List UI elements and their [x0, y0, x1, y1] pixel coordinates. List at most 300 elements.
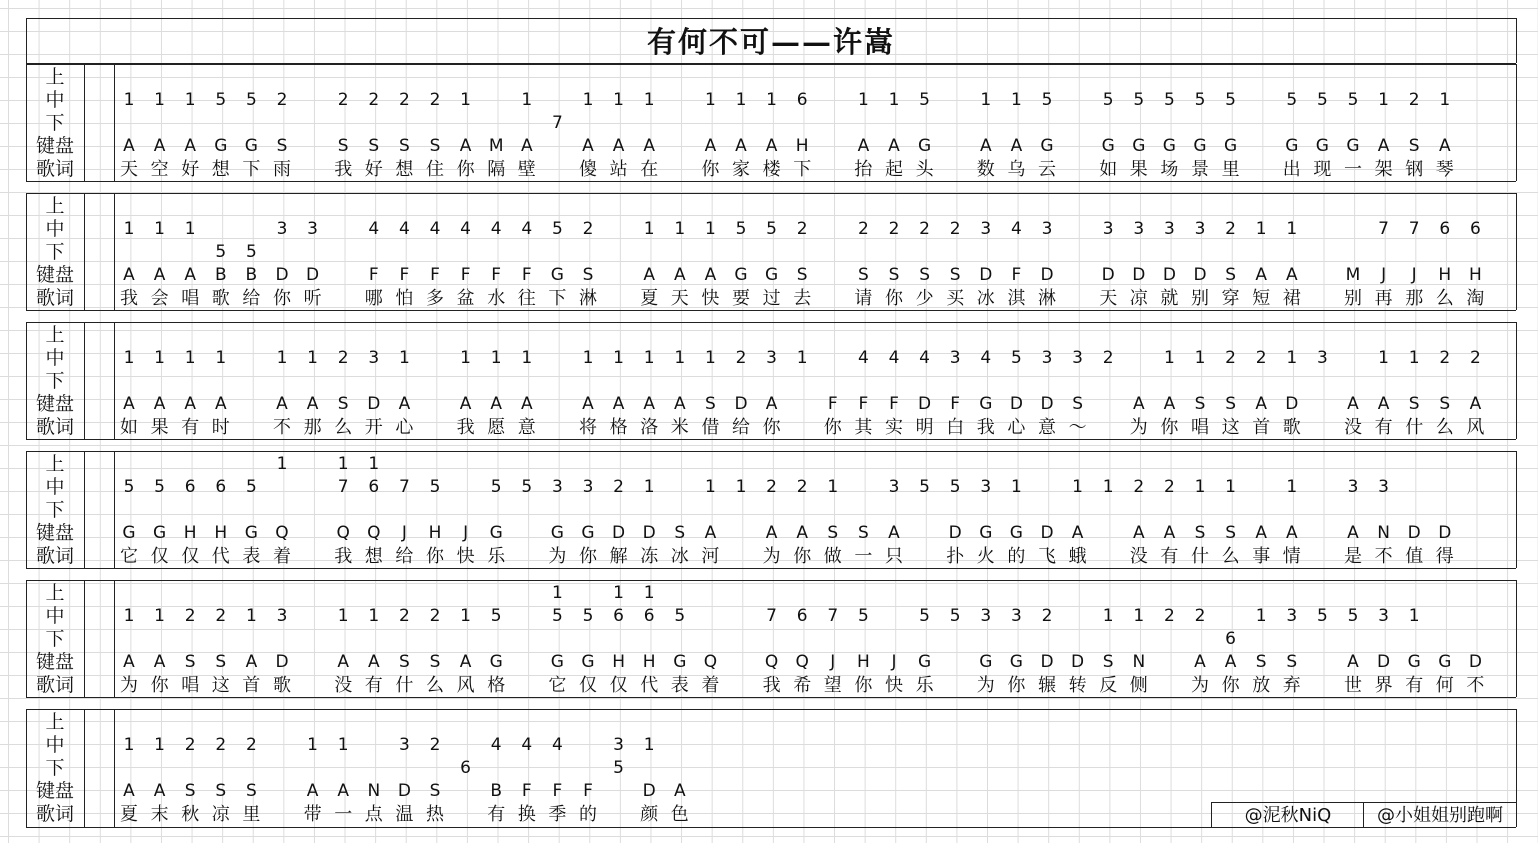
row-label: 下: [45, 241, 65, 263]
keyboard-key: A: [276, 394, 288, 414]
lyric-char: 色: [670, 804, 689, 825]
block-6-top-border: [26, 709, 1516, 710]
keyboard-key: D: [275, 265, 289, 285]
lyric-char: 你: [150, 675, 169, 696]
lyric-char: 你: [793, 546, 812, 567]
keyboard-key: N: [1132, 652, 1146, 672]
keyboard-key: S: [949, 265, 961, 285]
keyboard-key: S: [796, 265, 808, 285]
keyboard-key: D: [1193, 265, 1207, 285]
keyboard-key: A: [1255, 265, 1267, 285]
lyric-char: 淘: [1466, 288, 1485, 309]
keyboard-key: A: [306, 394, 319, 414]
middle-note: 2: [1225, 348, 1236, 368]
block-5-label-divider: [84, 580, 85, 697]
lyric-char: 你: [426, 546, 444, 567]
middle-note: 1: [307, 348, 318, 368]
keyboard-key: F: [827, 394, 838, 414]
middle-note: 1: [154, 735, 165, 755]
keyboard-key: A: [1347, 523, 1359, 543]
credit-box-divider: [1363, 802, 1364, 827]
keyboard-key: S: [704, 394, 716, 414]
block-5-right-border: [1516, 580, 1517, 697]
keyboard-key: G: [1285, 136, 1299, 156]
lyric-char: 你: [1221, 675, 1240, 696]
keyboard-key: G: [765, 265, 779, 285]
keyboard-key: A: [1132, 394, 1145, 414]
middle-note: 5: [766, 219, 777, 239]
keyboard-key: A: [1377, 394, 1390, 414]
middle-note: 4: [521, 219, 533, 239]
lyric-char: 别: [1344, 288, 1362, 309]
lyric-char: 我: [120, 288, 138, 309]
middle-note: 1: [337, 735, 349, 755]
lyric-char: 要: [732, 288, 750, 309]
middle-note: 2: [429, 606, 441, 626]
middle-note: 6: [368, 477, 380, 497]
middle-note: 1: [1102, 477, 1114, 497]
keyboard-key: D: [979, 265, 993, 285]
block-2-right-border: [1516, 193, 1517, 310]
keyboard-key: H: [1468, 265, 1482, 285]
lyric-char: 首: [1252, 417, 1271, 438]
keyboard-key: A: [1377, 136, 1390, 156]
middle-note: 5: [919, 477, 930, 497]
middle-note: 5: [1102, 90, 1114, 110]
keyboard-key: F: [368, 265, 379, 285]
upper-note: 1: [643, 583, 655, 603]
keyboard-key: S: [245, 781, 257, 801]
keyboard-key: S: [1225, 394, 1236, 414]
lyric-char: 望: [823, 675, 842, 696]
keyboard-key: A: [123, 136, 135, 156]
middle-note: 2: [1133, 477, 1145, 497]
middle-note: 1: [154, 90, 165, 110]
middle-note: 5: [1286, 90, 1298, 110]
lyric-char: 快: [885, 675, 903, 696]
lyric-char: 唱: [1191, 417, 1209, 438]
middle-note: 2: [184, 735, 196, 755]
keyboard-key: J: [891, 652, 897, 672]
lyric-char: 里: [1221, 159, 1240, 180]
lyric-char: 心: [1007, 417, 1026, 438]
keyboard-key: A: [888, 136, 900, 156]
keyboard-key: F: [552, 781, 563, 801]
lyric-char: 场: [1160, 159, 1179, 180]
lower-note: 6: [1225, 629, 1236, 649]
middle-note: 2: [796, 219, 808, 239]
lyric-char: 情: [1282, 546, 1301, 567]
lyric-char: 温: [395, 804, 414, 825]
lyric-char: 下: [793, 159, 812, 180]
lyric-char: 夏: [120, 804, 138, 825]
middle-note: 1: [460, 606, 471, 626]
block-2-label-divider: [84, 193, 85, 310]
lower-note: 5: [613, 758, 624, 778]
row-label: 中: [45, 218, 65, 240]
keyboard-key: D: [642, 523, 656, 543]
keyboard-key: S: [398, 652, 410, 672]
middle-note: 3: [398, 735, 410, 755]
keyboard-key: A: [306, 781, 319, 801]
keyboard-key: A: [673, 394, 686, 414]
middle-note: 2: [613, 477, 624, 497]
lyric-char: 天: [670, 288, 689, 309]
middle-note: 2: [1163, 477, 1175, 497]
lyric-char: 你: [762, 417, 781, 438]
lyric-char: 风: [1466, 417, 1485, 438]
keyboard-key: A: [765, 394, 778, 414]
middle-note: 5: [1010, 348, 1022, 368]
lyric-char: 解: [609, 546, 628, 567]
keyboard-key: G: [153, 523, 167, 543]
middle-note: 7: [1378, 219, 1389, 239]
keyboard-key: S: [919, 265, 930, 285]
upper-note: 1: [368, 454, 380, 474]
lower-note: 5: [215, 242, 227, 262]
lyric-char: 下: [242, 159, 261, 180]
lyric-char: 为: [1129, 417, 1148, 438]
middle-note: 6: [613, 606, 624, 626]
middle-note: 1: [154, 348, 165, 368]
lyric-char: 裙: [1282, 288, 1301, 309]
middle-note: 3: [1163, 219, 1175, 239]
middle-note: 1: [521, 348, 533, 368]
lyric-char: 唱: [181, 288, 200, 309]
lyric-char: 实: [885, 417, 903, 438]
lyric-char: 它: [120, 546, 138, 567]
keyboard-key: G: [489, 523, 503, 543]
middle-note: 5: [490, 606, 502, 626]
keyboard-key: S: [1286, 652, 1298, 672]
lyric-char: 哪: [364, 288, 383, 309]
middle-note: 5: [490, 477, 502, 497]
lyric-char: 格: [609, 417, 628, 438]
lyric-char: 季: [548, 804, 567, 825]
lyric-char: 为: [1191, 675, 1209, 696]
lyric-char: 只: [885, 546, 903, 567]
keyboard-key: G: [979, 652, 993, 672]
lyric-char: 意: [517, 417, 536, 438]
keyboard-key: A: [123, 265, 135, 285]
middle-note: 1: [460, 90, 471, 110]
middle-note: 2: [919, 219, 930, 239]
middle-note: 6: [1469, 219, 1481, 239]
middle-note: 1: [888, 90, 900, 110]
lyric-char: 多: [426, 288, 444, 309]
middle-note: 1: [460, 348, 471, 368]
lyric-char: 世: [1344, 675, 1362, 696]
lyric-char: 什: [395, 675, 414, 696]
lyric-char: 想: [211, 159, 230, 180]
keyboard-key: A: [704, 523, 717, 543]
middle-note: 5: [1041, 90, 1053, 110]
keyboard-key: S: [582, 265, 594, 285]
lyric-char: 为: [976, 675, 995, 696]
lyric-char: 没: [334, 675, 353, 696]
keyboard-key: J: [401, 523, 407, 543]
row-label: 上: [45, 582, 65, 604]
keyboard-key: H: [795, 136, 809, 156]
lyric-char: 换: [517, 804, 536, 825]
keyboard-key: D: [397, 781, 411, 801]
lyric-char: 家: [732, 159, 750, 180]
keyboard-key: A: [459, 394, 472, 414]
middle-note: 1: [1010, 477, 1022, 497]
keyboard-key: G: [1009, 652, 1023, 672]
block-6-bottom-border: [26, 827, 1516, 828]
block-1-top-border: [26, 64, 1516, 65]
keyboard-key: A: [704, 265, 717, 285]
middle-note: 1: [613, 90, 624, 110]
lyric-char: 不: [1466, 675, 1485, 696]
keyboard-key: D: [918, 394, 932, 414]
lyric-char: 怕: [395, 288, 414, 309]
keyboard-key: D: [1162, 265, 1176, 285]
lyric-char: 唱: [181, 675, 200, 696]
lyric-char: 反: [1099, 675, 1118, 696]
middle-note: 5: [215, 90, 227, 110]
keyboard-key: S: [1102, 652, 1114, 672]
keyboard-key: F: [430, 265, 440, 285]
keyboard-key: D: [1071, 652, 1085, 672]
middle-note: 1: [1439, 90, 1451, 110]
keyboard-key: A: [673, 781, 686, 801]
middle-note: 7: [766, 606, 777, 626]
keyboard-key: A: [520, 394, 533, 414]
keyboard-key: H: [1438, 265, 1452, 285]
keyboard-key: G: [581, 652, 595, 672]
row-label: 歌词: [35, 416, 74, 438]
credit-2: @小姐姐别跑啊: [1377, 805, 1503, 826]
keyboard-key: A: [337, 652, 349, 672]
keyboard-key: A: [153, 394, 166, 414]
keyboard-key: A: [153, 136, 166, 156]
middle-note: 6: [796, 606, 808, 626]
middle-note: 1: [796, 348, 808, 368]
lyric-char: 云: [1038, 159, 1056, 180]
keyboard-key: S: [184, 652, 196, 672]
lyric-char: 在: [640, 159, 659, 180]
block-1-right-border: [1516, 64, 1517, 181]
keyboard-key: A: [796, 523, 808, 543]
keyboard-key: G: [550, 523, 564, 543]
keyboard-key: D: [1040, 265, 1054, 285]
middle-note: 1: [123, 90, 135, 110]
middle-note: 2: [215, 735, 227, 755]
keyboard-key: D: [1377, 652, 1391, 672]
keyboard-key: A: [153, 781, 166, 801]
block-5-bottom-border: [26, 697, 1516, 698]
lyric-char: 淋: [579, 288, 597, 309]
middle-note: 5: [1133, 90, 1145, 110]
keyboard-key: A: [704, 136, 717, 156]
keyboard-key: Q: [703, 652, 718, 672]
keyboard-key: H: [428, 523, 442, 543]
middle-note: 1: [123, 735, 135, 755]
keyboard-key: S: [1225, 523, 1236, 543]
keyboard-key: H: [642, 652, 656, 672]
middle-note: 1: [643, 219, 655, 239]
middle-note: 2: [949, 219, 961, 239]
keyboard-key: D: [734, 394, 748, 414]
keyboard-key: Q: [367, 523, 381, 543]
middle-note: 7: [398, 477, 410, 497]
middle-note: 4: [429, 219, 441, 239]
middle-note: 5: [857, 606, 869, 626]
keyboard-key: G: [1315, 136, 1329, 156]
keyboard-key: A: [520, 136, 533, 156]
middle-note: 5: [919, 606, 930, 626]
lyric-char: 给: [242, 288, 261, 309]
middle-note: 5: [245, 477, 257, 497]
keyboard-key: G: [1101, 136, 1115, 156]
block-4-top-border: [26, 451, 1516, 452]
row-label: 键盘: [35, 393, 74, 415]
lyric-char: 米: [670, 417, 689, 438]
middle-note: 1: [1225, 477, 1236, 497]
lyric-char: 有: [181, 417, 200, 438]
keyboard-key: A: [857, 136, 870, 156]
keyboard-key: B: [490, 781, 503, 801]
middle-note: 3: [1378, 606, 1389, 626]
keyboard-key: A: [582, 394, 594, 414]
lyric-char: 火: [976, 546, 995, 567]
lyric-char: 乌: [1007, 159, 1026, 180]
keyboard-key: H: [856, 652, 870, 672]
keyboard-key: A: [1255, 523, 1267, 543]
middle-note: 4: [521, 735, 533, 755]
middle-note: 2: [735, 348, 747, 368]
middle-note: 2: [582, 219, 594, 239]
lyric-char: 快: [456, 546, 475, 567]
keyboard-key: D: [306, 265, 320, 285]
middle-note: 5: [429, 477, 441, 497]
keyboard-key: G: [1040, 136, 1054, 156]
keyboard-key: S: [215, 781, 227, 801]
keyboard-key: D: [275, 652, 289, 672]
lyric-char: 凉: [1129, 288, 1148, 309]
block-4-label-divider: [84, 451, 85, 568]
middle-note: 1: [643, 90, 655, 110]
middle-note: 3: [980, 477, 992, 497]
keyboard-key: S: [1072, 394, 1083, 414]
lyric-char: 为: [762, 546, 781, 567]
middle-note: 3: [1041, 348, 1053, 368]
lyric-char: 明: [915, 417, 934, 438]
lyric-char: 雨: [273, 159, 291, 180]
keyboard-key: J: [1381, 265, 1387, 285]
lyric-char: 钢: [1405, 159, 1424, 180]
middle-note: 1: [1255, 219, 1267, 239]
lyric-char: 它: [548, 675, 567, 696]
lyric-char: 穿: [1221, 288, 1240, 309]
keyboard-key: G: [979, 523, 993, 543]
lyric-char: 凉: [211, 804, 230, 825]
keyboard-key: A: [1163, 394, 1176, 414]
middle-note: 1: [245, 606, 257, 626]
lyric-char: 我: [762, 675, 781, 696]
keyboard-key: A: [1224, 652, 1237, 672]
middle-note: 1: [307, 735, 318, 755]
lyric-char: 不: [273, 417, 291, 438]
keyboard-key: G: [214, 136, 228, 156]
keyboard-key: S: [1194, 394, 1206, 414]
middle-note: 1: [337, 606, 349, 626]
lyric-char: 其: [854, 417, 873, 438]
keyboard-key: F: [1011, 265, 1022, 285]
middle-note: 4: [551, 735, 563, 755]
middle-note: 2: [245, 735, 257, 755]
lyric-char: 做: [823, 546, 842, 567]
middle-note: 1: [1286, 477, 1298, 497]
keyboard-key: A: [1347, 652, 1359, 672]
lyric-char: 站: [609, 159, 628, 180]
keyboard-key: M: [1345, 265, 1361, 285]
lyric-char: 再: [1374, 288, 1393, 309]
keyboard-key: Q: [275, 523, 289, 543]
row-label: 中: [45, 734, 65, 756]
row-label: 下: [45, 757, 65, 779]
middle-note: 5: [521, 477, 533, 497]
keyboard-key: S: [1439, 394, 1451, 414]
lyric-char: 么: [1435, 288, 1454, 309]
middle-note: 2: [1225, 219, 1236, 239]
lyric-char: 傻: [579, 159, 597, 180]
keyboard-key: A: [765, 523, 778, 543]
lyric-char: 么: [1221, 546, 1240, 567]
keyboard-key: N: [1377, 523, 1390, 543]
middle-note: 1: [1378, 348, 1389, 368]
keyboard-key: D: [1132, 265, 1146, 285]
lower-note: 5: [245, 242, 257, 262]
keyboard-key: S: [215, 652, 227, 672]
middle-note: 7: [1408, 219, 1420, 239]
lyric-char: 白: [946, 417, 965, 438]
lyric-char: 为: [548, 546, 567, 567]
keyboard-key: D: [367, 394, 381, 414]
middle-note: 2: [796, 477, 808, 497]
keyboard-key: S: [857, 265, 869, 285]
lyric-char: 冻: [640, 546, 659, 567]
middle-note: 1: [582, 90, 594, 110]
lyric-char: 放: [1252, 675, 1271, 696]
middle-note: 4: [490, 219, 502, 239]
lyric-char: 末: [150, 804, 169, 825]
middle-note: 4: [460, 219, 471, 239]
keyboard-key: Q: [795, 652, 809, 672]
keyboard-key: A: [153, 652, 166, 672]
keyboard-key: S: [368, 136, 380, 156]
keyboard-key: A: [1285, 265, 1298, 285]
middle-note: 3: [1286, 606, 1298, 626]
middle-note: 4: [490, 735, 502, 755]
lyric-char: 事: [1252, 546, 1271, 567]
middle-note: 1: [123, 219, 135, 239]
middle-note: 1: [857, 90, 869, 110]
keyboard-key: S: [429, 136, 441, 156]
keyboard-key: S: [857, 523, 869, 543]
keyboard-key: H: [183, 523, 197, 543]
middle-note: 6: [796, 90, 808, 110]
block-5-top-border: [26, 580, 1516, 581]
keyboard-key: G: [979, 394, 993, 414]
lyric-char: 不: [1374, 546, 1393, 567]
keyboard-key: D: [612, 523, 626, 543]
lyric-char: 果: [150, 417, 169, 438]
middle-note: 5: [1163, 90, 1175, 110]
block-4-right-border: [1516, 451, 1517, 568]
